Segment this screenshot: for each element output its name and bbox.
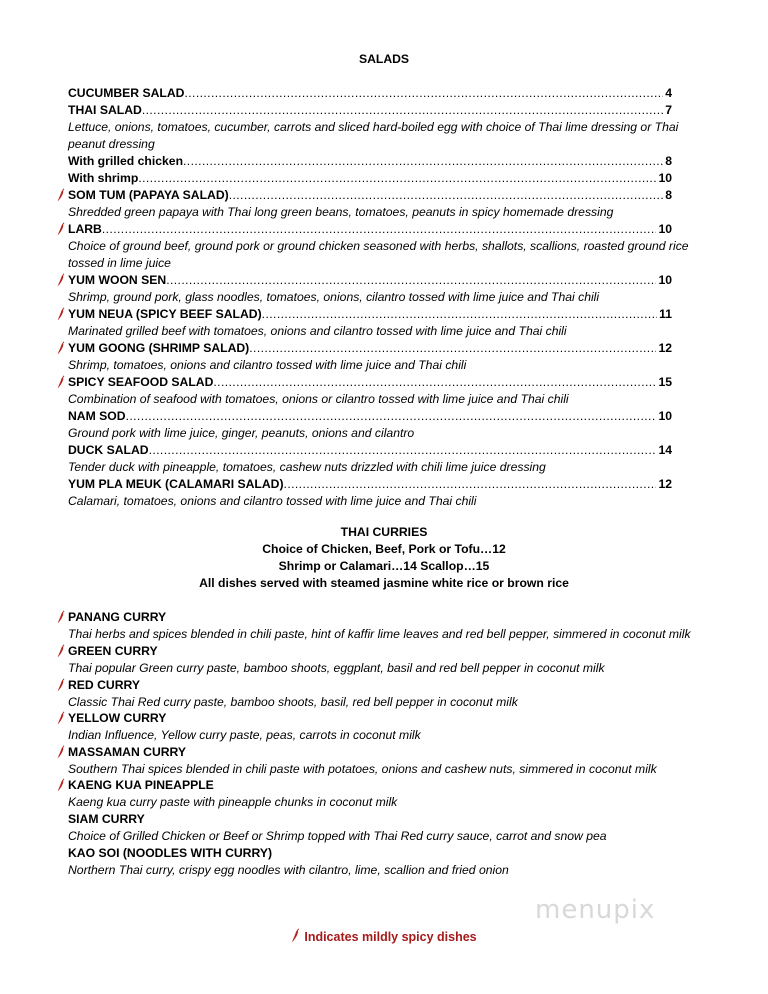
- chili-pepper-icon: [57, 778, 65, 792]
- curries-price-line: Choice of Chicken, Beef, Pork or Tofu…12: [262, 542, 506, 556]
- item-description: Lettuce, onions, tomatoes, cucumber, carrots and sliced hard-boiled egg with choice of Thai lime dressing or Thai peanut dressing: [68, 120, 679, 151]
- dot-leader: [184, 85, 663, 102]
- item-price: 10: [658, 273, 672, 287]
- chili-pepper-icon: [57, 273, 65, 287]
- item-description: Northern Thai curry, crispy egg noodles with cilantro, lime, scallion and fried onion: [68, 863, 509, 877]
- menu-item: [68, 170, 672, 187]
- item-price: 15: [658, 375, 672, 389]
- curry-name: SIAM CURRY: [68, 812, 145, 826]
- dot-leader: [102, 221, 657, 238]
- item-price: 14: [658, 443, 672, 457]
- item-description: Classic Thai Red curry paste, bamboo shoots, basil, red bell pepper in coconut milk: [68, 695, 518, 709]
- dot-leader: [262, 306, 657, 323]
- dot-leader: [229, 187, 664, 204]
- curry-name: YELLOW CURRY: [68, 711, 167, 725]
- menu-item: [68, 272, 672, 289]
- menu-item: [68, 306, 672, 323]
- item-name: SOM TUM (PAPAYA SALAD): [68, 188, 229, 202]
- dot-leader: [166, 272, 656, 289]
- dot-leader: [142, 102, 663, 119]
- item-price: 12: [658, 341, 672, 355]
- dot-leader: [126, 408, 657, 425]
- item-description: Tender duck with pineapple, tomatoes, cashew nuts drizzled with chili lime juice dressing: [68, 460, 546, 474]
- chili-pepper-icon: [57, 644, 65, 658]
- item-description: Shredded green papaya with Thai long green beans, tomatoes, peanuts in spicy homemade dressing: [68, 205, 614, 219]
- item-description: Shrimp, ground pork, glass noodles, tomatoes, onions, cilantro tossed with lime juice and Thai chili: [68, 290, 600, 304]
- item-description: Shrimp, tomatoes, onions and cilantro tossed with lime juice and Thai chili: [68, 358, 467, 372]
- item-price: 10: [658, 171, 672, 185]
- item-name: With grilled chicken: [68, 154, 184, 168]
- menu-item: [68, 102, 672, 119]
- item-description: Choice of Grilled Chicken or Beef or Shrimp topped with Thai Red curry sauce, carrot and snow pea: [68, 829, 607, 843]
- curry-name: PANANG CURRY: [68, 610, 167, 624]
- item-name: CUCUMBER SALAD: [68, 86, 185, 100]
- item-price: 10: [658, 222, 672, 236]
- menu-item: [68, 187, 672, 204]
- watermark: menupix: [535, 895, 656, 925]
- chili-pepper-icon: [57, 188, 65, 202]
- spicy-legend: [0, 928, 768, 944]
- menu-item: [68, 408, 672, 425]
- menu-item: [68, 476, 672, 493]
- chili-pepper-icon: [57, 341, 65, 355]
- item-description: Kaeng kua curry paste with pineapple chunks in coconut milk: [68, 795, 398, 809]
- item-name: LARB: [68, 222, 102, 236]
- item-name: NAM SOD: [68, 409, 126, 423]
- curry-name: KAO SOI (NOODLES WITH CURRY): [68, 846, 273, 860]
- item-price: 4: [665, 86, 672, 100]
- item-price: 11: [659, 307, 672, 321]
- dot-leader: [138, 170, 656, 187]
- spicy-legend-text: Indicates mildly spicy dishes: [304, 930, 477, 944]
- chili-pepper-icon: [291, 928, 300, 943]
- dot-leader: [284, 476, 657, 493]
- salads-heading: SALADS: [358, 52, 410, 66]
- item-description: Choice of ground beef, ground pork or ground chicken seasoned with herbs, shallots, scallions, roasted ground rice tossed in lime juice: [68, 239, 689, 270]
- item-price: 7: [665, 103, 672, 117]
- item-description: Combination of seafood with tomatoes, onions or cilantro tossed with lime juice and Thai chili: [68, 392, 569, 406]
- item-name: YUM GOONG (SHRIMP SALAD): [68, 341, 250, 355]
- curries-price-line: Shrimp or Calamari…14 Scallop…15: [278, 559, 490, 573]
- item-description: Marinated grilled beef with tomatoes, onions and cilantro tossed with lime juice and Thai chili: [68, 324, 567, 338]
- curry-name: RED CURRY: [68, 678, 140, 692]
- dot-leader: [149, 442, 657, 459]
- chili-pepper-icon: [57, 745, 65, 759]
- menu-item: [68, 221, 672, 238]
- item-name: YUM PLA MEUK (CALAMARI SALAD): [68, 477, 284, 491]
- item-description: Southern Thai spices blended in chili paste with potatoes, onions and cashew nuts, simmered in coconut milk: [68, 762, 657, 776]
- item-price: 8: [665, 188, 672, 202]
- menu-item: [68, 153, 672, 170]
- curry-name: MASSAMAN CURRY: [68, 745, 187, 759]
- curries-heading: THAI CURRIES: [340, 525, 428, 539]
- menu-item: [68, 85, 672, 102]
- dot-leader: [249, 340, 656, 357]
- menu-item: [68, 374, 672, 391]
- item-description: Thai herbs and spices blended in chili paste, hint of kaffir lime leaves and red bell pepper, simmered in coconut milk: [68, 627, 691, 641]
- chili-pepper-icon: [57, 678, 65, 692]
- item-name: SPICY SEAFOOD SALAD: [68, 375, 214, 389]
- item-name: YUM WOON SEN: [68, 273, 167, 287]
- item-description: Thai popular Green curry paste, bamboo shoots, eggplant, basil and red bell pepper in coconut milk: [68, 661, 605, 675]
- item-description: Ground pork with lime juice, ginger, peanuts, onions and cilantro: [68, 426, 415, 440]
- item-price: 8: [665, 154, 672, 168]
- chili-pepper-icon: [57, 222, 65, 236]
- dot-leader: [213, 374, 656, 391]
- item-description: Calamari, tomatoes, onions and cilantro tossed with lime juice and Thai chili: [68, 494, 477, 508]
- chili-pepper-icon: [57, 307, 65, 321]
- item-name: THAI SALAD: [68, 103, 142, 117]
- item-price: 12: [658, 477, 672, 491]
- item-name: YUM NEUA (SPICY BEEF SALAD): [68, 307, 262, 321]
- chili-pepper-icon: [57, 711, 65, 725]
- chili-pepper-icon: [57, 610, 65, 624]
- menu-item: [68, 340, 672, 357]
- menu-item: [68, 442, 672, 459]
- item-name: DUCK SALAD: [68, 443, 149, 457]
- curries-rice-note: All dishes served with steamed jasmine white rice or brown rice: [199, 576, 569, 590]
- item-name: With shrimp: [68, 171, 139, 185]
- chili-pepper-icon: [57, 375, 65, 389]
- curry-name: KAENG KUA PINEAPPLE: [68, 778, 214, 792]
- item-description: Indian Influence, Yellow curry paste, peas, carrots in coconut milk: [68, 728, 421, 742]
- item-price: 10: [658, 409, 672, 423]
- dot-leader: [183, 153, 663, 170]
- curry-name: GREEN CURRY: [68, 644, 158, 658]
